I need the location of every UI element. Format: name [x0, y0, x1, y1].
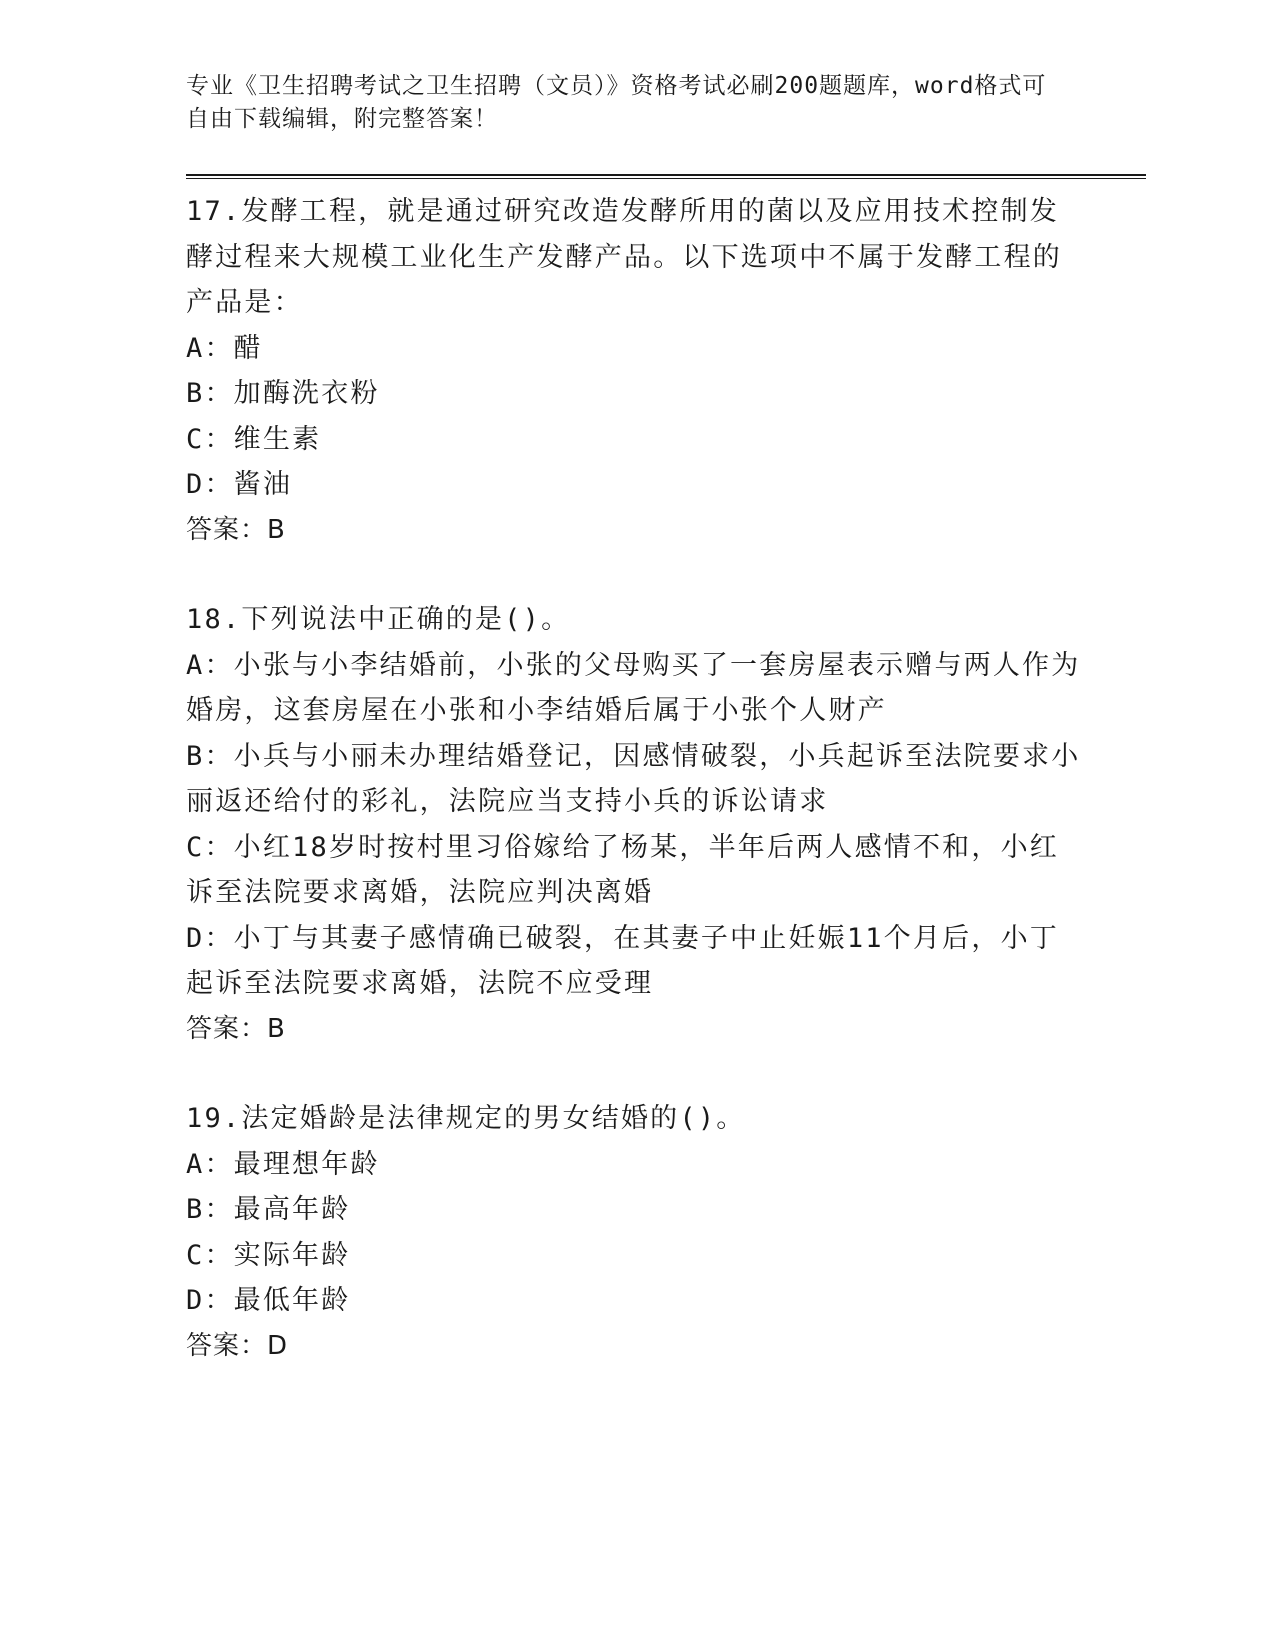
option-a: A：最理想年龄	[186, 1148, 380, 1180]
question-18	[186, 597, 1146, 1052]
option-b: B：最高年龄	[186, 1194, 351, 1225]
question-stem: 18.下列说法中正确的是()。	[186, 604, 571, 635]
answer: 答案：B	[186, 1013, 286, 1044]
question-stem: 19.法定婚龄是法律规定的男女结婚的()。	[186, 1103, 746, 1134]
option-b: B：小兵与小丽未办理结婚登记，因感情破裂，小兵起诉至法院要求小丽返还给付的彩礼，法院应当支持小兵的诉讼请求	[186, 740, 1081, 817]
question-stem: 17.发酵工程，就是通过研究改造发酵所用的菌以及应用技术控制发酵过程来大规模工业化生产发酵产品。以下选项中不属于发酵工程的产品是：	[186, 196, 1062, 318]
option-d: D：最低年龄	[186, 1285, 351, 1316]
option-b: B：加酶洗衣粉	[186, 378, 380, 409]
option-c: C：小红18岁时按村里习俗嫁给了杨某，半年后两人感情不和，小红诉至法院要求离婚，法院应判决离婚	[186, 831, 1059, 908]
option-a: A：小张与小李结婚前，小张的父母购买了一套房屋表示赠与两人作为婚房，这套房屋在小张和小李结婚后属于小张个人财产	[186, 649, 1081, 726]
answer: 答案：B	[186, 514, 286, 545]
document-page	[186, 70, 1146, 1369]
question-17	[186, 189, 1146, 553]
option-c: C：维生素	[186, 423, 322, 455]
header-divider	[186, 174, 1146, 179]
option-a: A：醋	[186, 332, 263, 364]
option-c: C：实际年龄	[186, 1239, 351, 1271]
document-header: 专业《卫生招聘考试之卫生招聘（文员）》资格考试必刷200题题库，word格式可自由下载编辑，附完整答案！	[186, 73, 1047, 132]
option-d: D：小丁与其妻子感情确已破裂，在其妻子中止妊娠11个月后，小丁起诉至法院要求离婚，法院不应受理	[186, 922, 1059, 999]
option-d: D：酱油	[186, 469, 293, 500]
answer: 答案：D	[186, 1330, 289, 1361]
question-19	[186, 1096, 1146, 1369]
